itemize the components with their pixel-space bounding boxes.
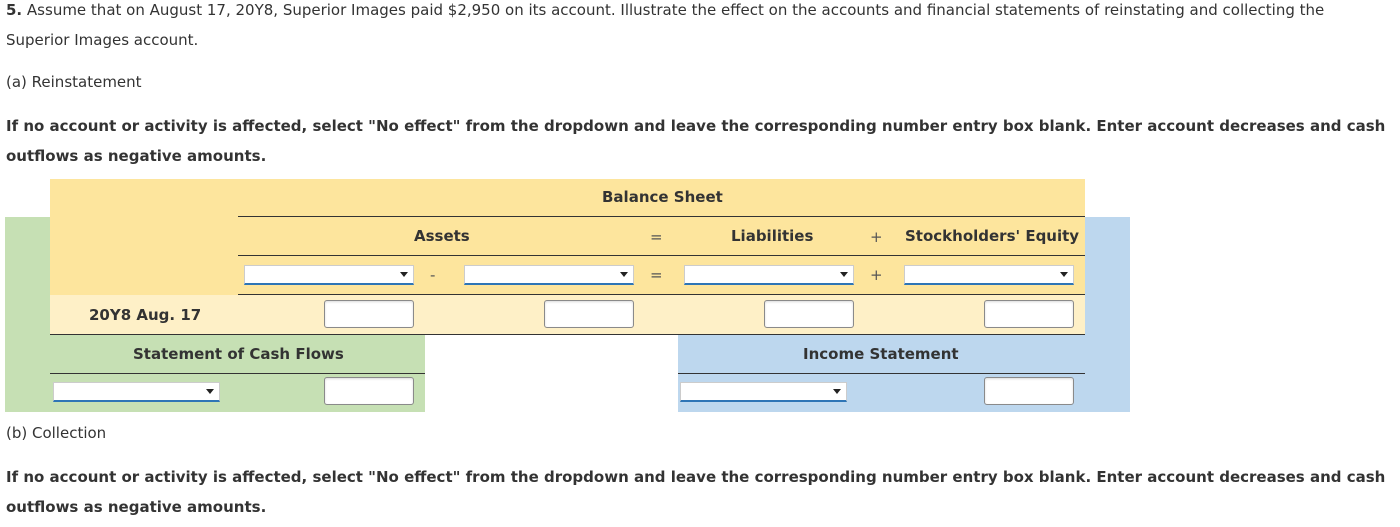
stockholders-equity-header: Stockholders' Equity	[905, 227, 1080, 245]
minus-operator: -	[430, 266, 436, 284]
chevron-down-icon	[833, 389, 841, 394]
equals-operator: =	[650, 266, 663, 284]
assets-amount-input-1[interactable]	[324, 300, 414, 328]
dropdown-row-rule	[238, 294, 1085, 295]
assets-account-dropdown-2[interactable]	[464, 265, 634, 285]
liabilities-amount-input[interactable]	[764, 300, 854, 328]
balance-sheet-title-rule	[238, 216, 1085, 217]
equals-operator-header: =	[650, 228, 663, 246]
part-a-instructions: If no account or activity is affected, select "No effect" from the dropdown and leave the corresponding number entry box blank. Enter account decreases and cash outflows as negative amounts.	[6, 117, 1386, 165]
chevron-down-icon	[400, 272, 408, 277]
equity-amount-input[interactable]	[984, 300, 1074, 328]
part-b-instructions: If no account or activity is affected, select "No effect" from the dropdown and leave the corresponding number entry box blank. Enter account decreases and cash outflows as negative amounts.	[6, 468, 1386, 516]
cash-flows-title-rule	[50, 373, 425, 374]
assets-account-dropdown-1[interactable]	[244, 265, 414, 285]
income-statement-title: Income Statement	[803, 345, 959, 363]
date-row-rule	[50, 334, 1085, 335]
cash-flows-title: Statement of Cash Flows	[133, 345, 344, 363]
transaction-date: 20Y8 Aug. 17	[89, 306, 202, 324]
balance-sheet-title: Balance Sheet	[602, 188, 723, 206]
column-header-rule	[238, 255, 1085, 256]
cash-flows-activity-dropdown[interactable]	[53, 382, 220, 402]
plus-operator: +	[870, 266, 883, 284]
income-statement-amount-input[interactable]	[984, 377, 1074, 405]
assets-header: Assets	[414, 227, 470, 245]
question-number: 5.	[6, 1, 23, 19]
question-text	[6, 0, 1386, 55]
chevron-down-icon	[840, 272, 848, 277]
assets-amount-input-2[interactable]	[544, 300, 634, 328]
income-statement-dropdown[interactable]	[680, 382, 847, 402]
equity-account-dropdown[interactable]	[904, 265, 1074, 285]
cash-flows-amount-input[interactable]	[324, 377, 414, 405]
liabilities-header: Liabilities	[731, 227, 814, 245]
question-body: Assume that on August 17, 20Y8, Superior Images paid $2,950 on its account. Illustrate the effect on the accounts and financial statements of reinstating and collecting the Superior Images account.	[6, 1, 1325, 49]
chevron-down-icon	[206, 389, 214, 394]
liabilities-account-dropdown[interactable]	[684, 265, 854, 285]
plus-operator-header: +	[870, 228, 883, 246]
part-b-label: (b) Collection	[6, 424, 107, 442]
part-a-label: (a) Reinstatement	[6, 73, 142, 91]
chevron-down-icon	[620, 272, 628, 277]
income-statement-title-rule	[678, 373, 1085, 374]
chevron-down-icon	[1060, 272, 1068, 277]
